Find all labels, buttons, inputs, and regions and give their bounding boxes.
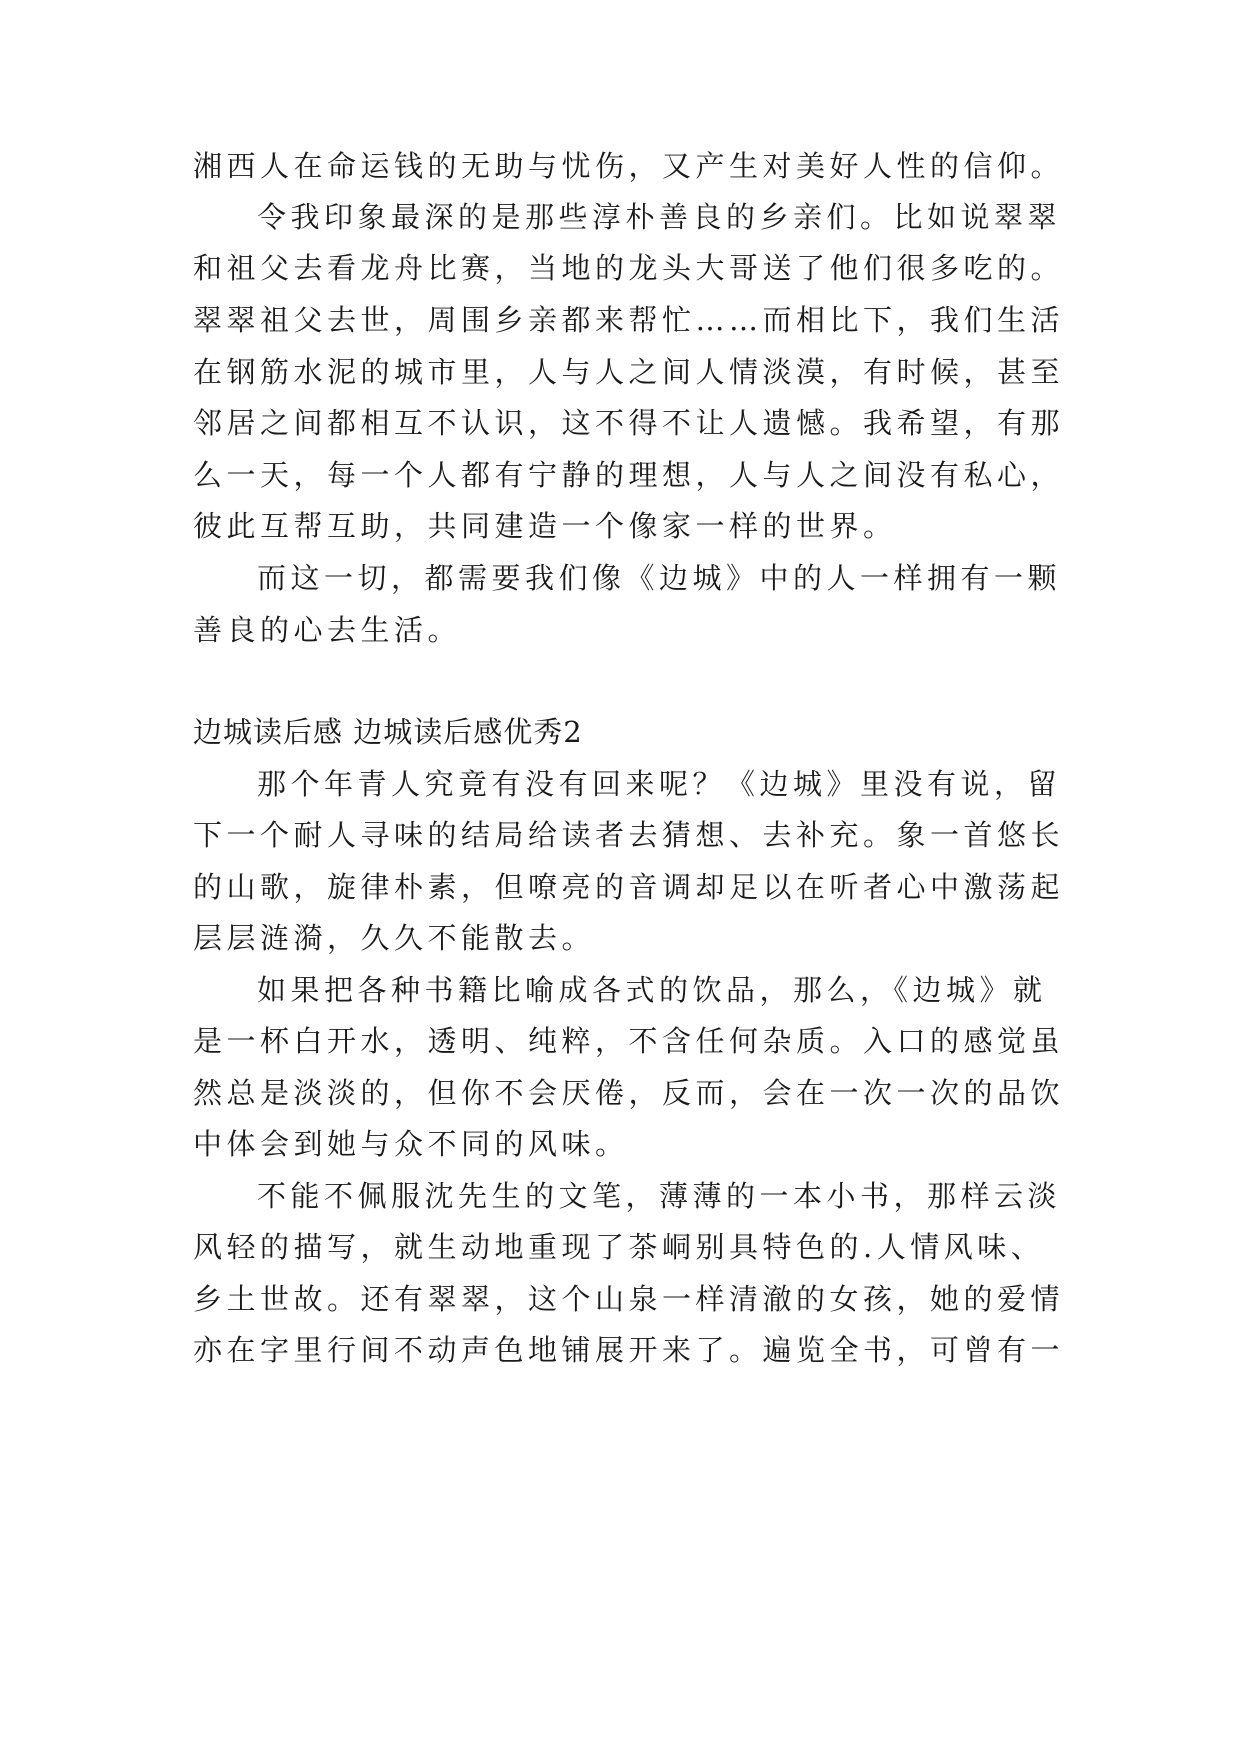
text-line: 的山歌，旋律朴素，但嘹亮的音调却足以在听者心中激荡起 bbox=[193, 870, 1065, 904]
text-line: 善良的心去生活。 bbox=[193, 613, 462, 647]
paragraph-start-line: 如果把各种书籍比喻成各式的饮品，那么，《边城》就 bbox=[257, 973, 1047, 1007]
text-line: 翠翠祖父去世，周围乡亲都来帮忙……而相比下，我们生活 bbox=[193, 303, 1065, 337]
text-line: 风轻的描写，就生动地重现了茶峒别具特色的.人情风味、 bbox=[193, 1230, 1045, 1264]
text-line: 在钢筋水泥的城市里，人与人之间人情淡漠，有时候，甚至 bbox=[193, 355, 1065, 389]
text-line: 然总是淡淡的，但你不会厌倦，反而，会在一次一次的品饮 bbox=[193, 1076, 1065, 1110]
text-line: 下一个耐人寻味的结局给读者去猜想、去补充。象一首悠长 bbox=[193, 818, 1065, 852]
paragraph-start-line: 令我印象最深的是那些淳朴善良的乡亲们。比如说翠翠 bbox=[257, 200, 1062, 234]
paragraph-start-line: 那个年青人究竟有没有回来呢？《边城》里没有说，留 bbox=[257, 767, 1062, 801]
text-line: 彼此互帮互助，共同建造一个像家一样的世界。 bbox=[193, 509, 897, 543]
text-line: 层层涟漪，久久不能散去。 bbox=[193, 921, 596, 955]
text-line: 亦在字里行间不动声色地铺展开来了。遍览全书，可曾有一 bbox=[193, 1333, 1065, 1367]
text-line: 和祖父去看龙舟比赛，当地的龙头大哥送了他们很多吃的。 bbox=[193, 251, 1065, 285]
text-line: 乡土世故。还有翠翠，这个山泉一样清澈的女孩，她的爱情 bbox=[193, 1282, 1065, 1316]
text-line: 么一天，每一个人都有宁静的理想，人与人之间没有私心， bbox=[193, 458, 1065, 492]
text-line: 是一杯白开水，透明、纯粹，不含任何杂质。入口的感觉虽 bbox=[193, 1024, 1065, 1058]
paragraph-start-line: 不能不佩服沈先生的文笔，薄薄的一本小书，那样云淡 bbox=[257, 1179, 1062, 1213]
section-heading: 边城读后感 边城读后感优秀2 bbox=[193, 715, 583, 749]
text-line: 湘西人在命运钱的无助与忧伤，又产生对美好人性的信仰。 bbox=[193, 149, 1065, 183]
text-line: 中体会到她与众不同的风味。 bbox=[193, 1127, 629, 1161]
text-line: 邻居之间都相互不认识，这不得不让人遗憾。我希望，有那 bbox=[193, 406, 1065, 440]
paragraph-start-line: 而这一切，都需要我们像《边城》中的人一样拥有一颗 bbox=[257, 561, 1062, 595]
